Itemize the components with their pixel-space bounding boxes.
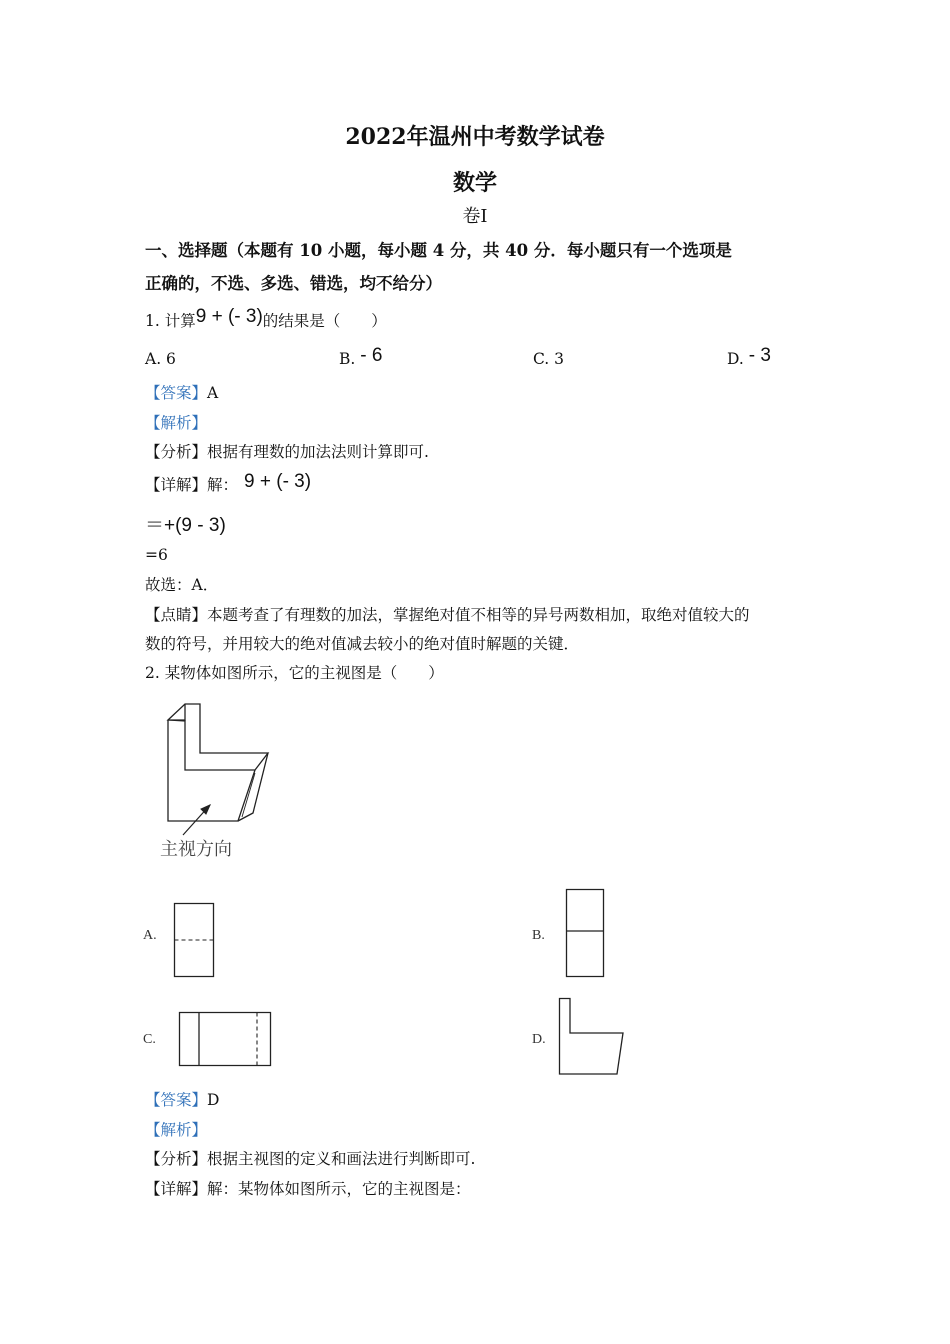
q2-option-c-label[interactable]: C. [143,1032,156,1047]
q1-option-b-label: B. [339,350,361,368]
q2-option-d-label[interactable]: D. [532,1032,546,1047]
q2-answer-value: D [207,1091,220,1109]
q2-detail-tag: 【详解】 [145,1180,208,1198]
q1-fenxi-text: 根据有理数的加法法则计算即可. [207,443,429,461]
q1-prefix: 1. 计算 [145,312,196,330]
section-heading-line2: 正确的，不选、多选、错选，均不给分） [145,274,442,293]
section-heading-line1: 一、选择题（本题有 10 小题，每小题 4 分，共 40 分．每小题只有一个选项是 [145,241,732,260]
q1-step0: 9 + (- 3) [244,471,312,492]
q1-option-d[interactable] [727,345,771,369]
q2-option-a-label[interactable]: A. [143,928,157,943]
q1-suffix: 的结果是（ ） [262,312,387,330]
q1-step2: =6 [145,546,168,564]
q1-analysis-tag: 【解析】 [145,414,208,432]
q1-option-a[interactable]: A. 6 [145,350,176,368]
q1-choose: 故选：A． [145,576,219,594]
object-slanted-face [238,753,268,821]
q2-option-a-figure[interactable] [173,902,217,980]
q1-fenxi [145,442,429,462]
q1-option-d-value: - 3 [748,345,771,366]
q1-detail [145,471,312,495]
q1-dianjing-tag: 【点睛】 [145,606,208,624]
q1-expression: 9 + (- 3) [195,306,263,327]
q1-answer [145,383,218,403]
q1-dianjing-text1: 本题考查了有理数的加法，掌握绝对值不相等的异号两数相加，取绝对值较大的 [207,606,750,624]
q2-option-c-figure[interactable] [178,1011,274,1069]
q1-detail-prefix: 解： [207,476,239,494]
q2-fenxi-tag: 【分析】 [145,1150,208,1168]
q2-fenxi-text: 根据主视图的定义和画法进行判断即可. [207,1150,476,1168]
q2-answer [145,1090,219,1110]
volume-label: 卷Ⅰ [462,206,488,227]
q1-fenxi-tag: 【分析】 [145,443,208,461]
q2-option-d-figure[interactable] [557,996,627,1078]
q1-dianjing-line2: 数的符号，并用较大的绝对值减去较小的绝对值时解题的关键． [145,635,580,653]
q2-analysis-tag: 【解析】 [145,1121,208,1139]
q2-answer-tag: 【答案】 [145,1091,208,1109]
q2-detail-text: 解：某物体如图所示，它的主视图是： [207,1180,471,1198]
q1-option-b[interactable] [339,345,383,369]
q1-detail-tag: 【详解】 [145,476,208,494]
q2-option-b-figure[interactable] [565,888,607,980]
q2-fenxi [145,1149,475,1169]
q1-step1: ＝+(9 - 3) [145,515,226,536]
q1-option-c[interactable]: C. 3 [533,350,565,368]
q2-figure-caption: 主视方向 [160,839,232,860]
q1-dianjing-line1 [145,605,750,625]
q1-answer-value: A [207,384,219,402]
q1-option-b-value: - 6 [360,345,383,366]
q1-answer-tag: 【答案】 [145,384,208,402]
q2-detail [145,1179,471,1199]
page-title: 2022年温州中考数学试卷 [345,124,605,150]
subject-title: 数学 [452,170,497,196]
object-top-outline [168,704,268,770]
q2-stem: 2. 某物体如图所示，它的主视图是（ ） [145,664,444,682]
q1-option-d-label: D. [727,350,749,368]
q2-option-b-label[interactable]: B. [532,928,545,943]
q1-stem [145,306,387,331]
